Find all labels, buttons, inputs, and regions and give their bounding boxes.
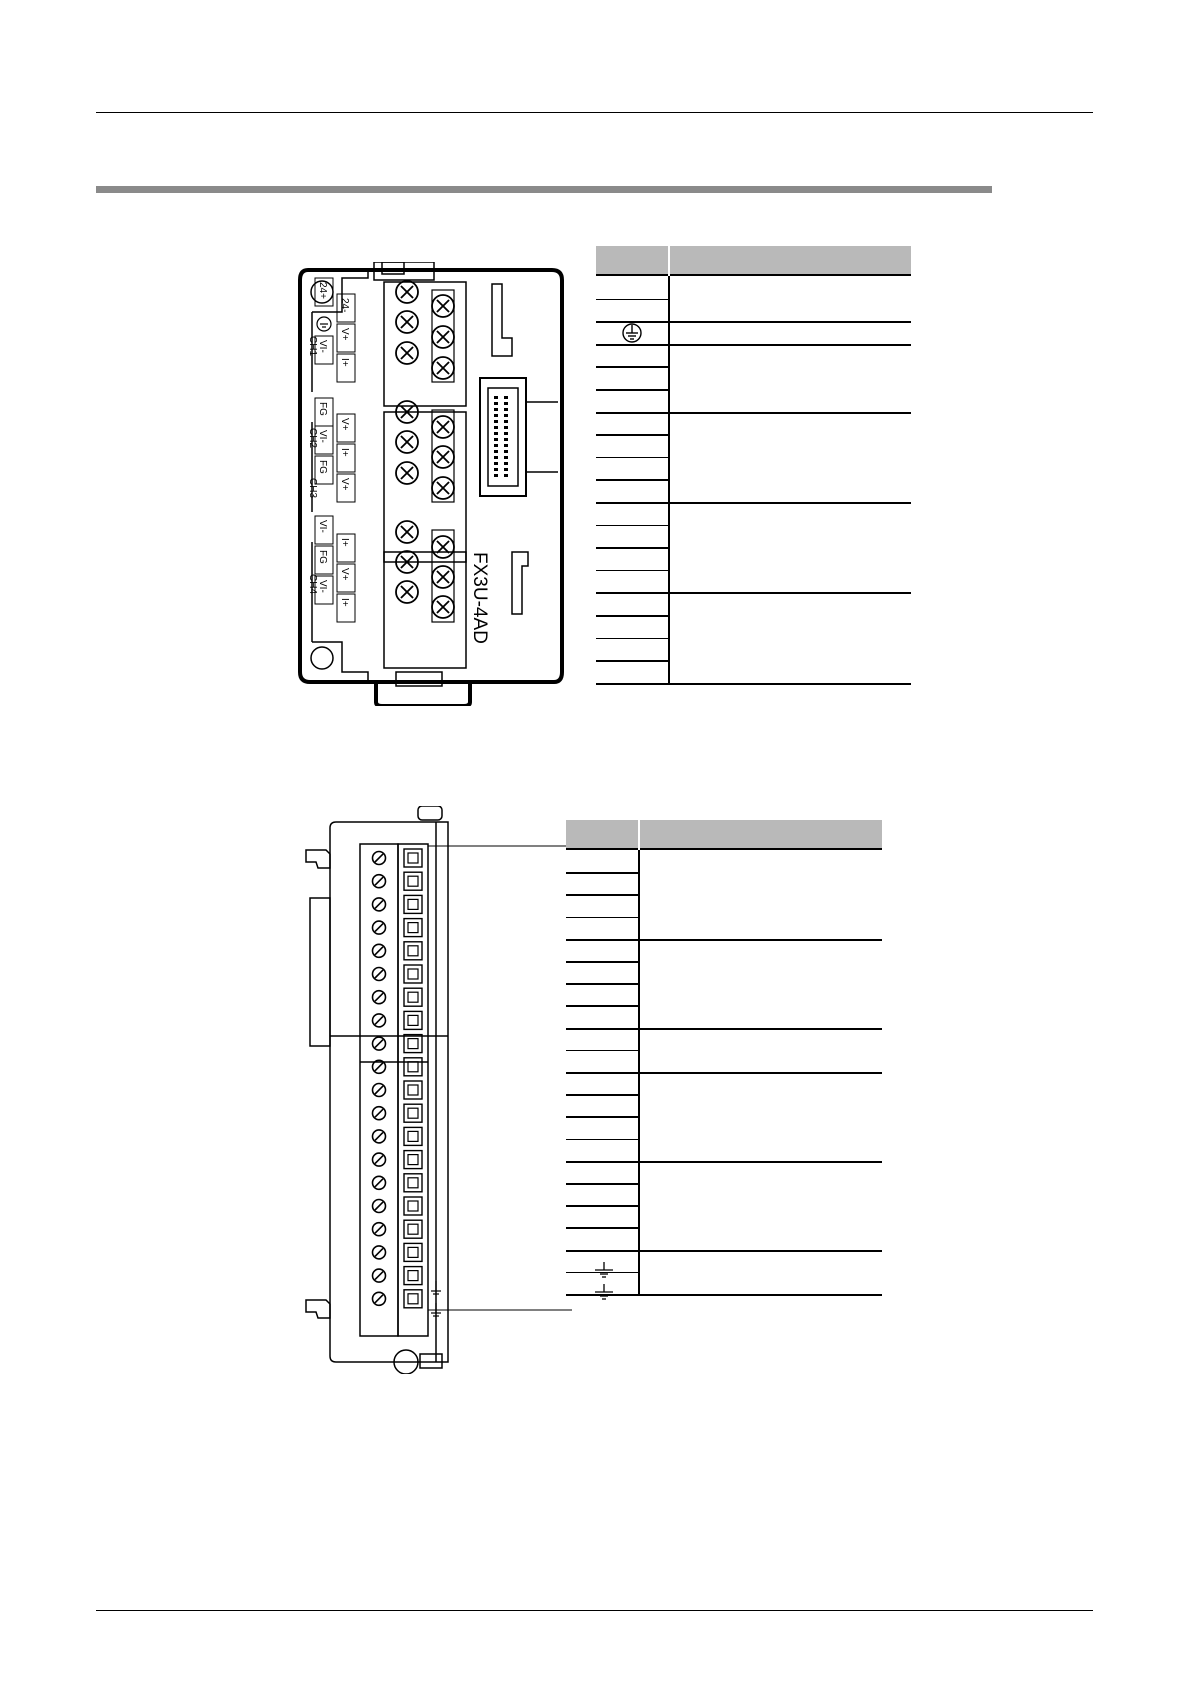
connector-pin bbox=[504, 468, 508, 471]
connector-pin bbox=[494, 426, 498, 429]
ground-icon bbox=[620, 322, 644, 344]
table-row-line bbox=[566, 1205, 638, 1207]
screw-terminal-icon bbox=[432, 357, 454, 379]
screw-terminal-icon bbox=[396, 311, 418, 333]
fx3u-4ad-terminal-drawing bbox=[296, 262, 566, 706]
screw-terminal-icon bbox=[396, 342, 418, 364]
table-row-line bbox=[566, 1227, 638, 1229]
terminal-label: VI- bbox=[317, 430, 328, 443]
terminal-label: I+ bbox=[339, 598, 350, 607]
terminal-socket bbox=[404, 1104, 422, 1122]
table-row-line bbox=[596, 592, 911, 594]
terminal-label: V+ bbox=[339, 328, 350, 341]
terminal-socket bbox=[404, 1220, 422, 1238]
screw-terminal-icon bbox=[396, 521, 418, 543]
connector-pin bbox=[494, 396, 498, 399]
connector-pin bbox=[504, 474, 508, 477]
terminal-socket bbox=[404, 1151, 422, 1169]
table-row-line bbox=[596, 683, 911, 685]
screw-terminal-icon bbox=[373, 852, 386, 865]
table-row-line bbox=[596, 502, 911, 504]
channel-label: CH2 bbox=[307, 428, 318, 449]
table-row-line bbox=[596, 344, 911, 346]
table-row-line bbox=[566, 1116, 638, 1118]
table-row-line bbox=[566, 961, 638, 963]
terminal-block-drawing-b bbox=[296, 806, 572, 1374]
screw-terminal-icon bbox=[373, 968, 386, 981]
screw-terminal-icon bbox=[432, 566, 454, 588]
screw-terminal-icon bbox=[396, 431, 418, 453]
table-row-line bbox=[596, 479, 668, 481]
table-row-line bbox=[566, 1050, 638, 1052]
terminal-socket bbox=[404, 849, 422, 867]
connector-pin bbox=[504, 414, 508, 417]
table-row-line bbox=[566, 917, 638, 919]
model-label: FX3U-4AD bbox=[469, 552, 490, 644]
terminal-label: FG bbox=[317, 402, 328, 416]
table-a-header-col2 bbox=[670, 246, 911, 276]
terminal-label: FG bbox=[317, 550, 328, 564]
connector-pin bbox=[494, 474, 498, 477]
screw-terminal-icon bbox=[432, 536, 454, 558]
ground-icon bbox=[317, 317, 331, 331]
terminal-socket bbox=[404, 1243, 422, 1261]
table-row-line bbox=[596, 547, 668, 549]
table-row-line bbox=[566, 894, 638, 896]
channel-label: CH4 bbox=[307, 574, 318, 595]
screw-terminal-icon bbox=[373, 1176, 386, 1189]
connector-pin bbox=[494, 450, 498, 453]
section-rule bbox=[96, 186, 992, 193]
screw-terminal-icon bbox=[373, 1037, 386, 1050]
table-row-line bbox=[596, 434, 668, 436]
channel-label: CH3 bbox=[307, 478, 318, 499]
table-row-line bbox=[596, 660, 668, 662]
screw-terminal-icon bbox=[373, 921, 386, 934]
footer-rule bbox=[96, 1610, 1093, 1611]
connector-pin bbox=[494, 402, 498, 405]
connector-pin bbox=[494, 408, 498, 411]
screw-terminal-icon bbox=[373, 1153, 386, 1166]
screw-terminal-icon bbox=[373, 898, 386, 911]
terminal-socket bbox=[404, 1290, 422, 1308]
table-row-line bbox=[596, 389, 668, 391]
screw-terminal-icon bbox=[373, 944, 386, 957]
table-row-line bbox=[566, 1183, 638, 1185]
terminal-label: I+ bbox=[339, 358, 350, 367]
connector-pin bbox=[504, 426, 508, 429]
table-row-line bbox=[566, 983, 638, 985]
table-row-line bbox=[596, 366, 668, 368]
connector-pin bbox=[504, 438, 508, 441]
table-row-line bbox=[596, 638, 668, 640]
screw-terminal-icon bbox=[432, 416, 454, 438]
terminal-label: VI- bbox=[317, 340, 328, 353]
terminal-label: I+ bbox=[339, 448, 350, 457]
screw-terminal-icon bbox=[432, 326, 454, 348]
terminal-socket bbox=[404, 1267, 422, 1285]
terminal-socket bbox=[404, 1127, 422, 1145]
table-row-line bbox=[566, 1094, 638, 1096]
table-row-line bbox=[566, 1161, 882, 1163]
table-b-header-col2 bbox=[640, 820, 882, 850]
table-row-line bbox=[566, 1028, 882, 1030]
connector-pin bbox=[504, 420, 508, 423]
terminal-socket bbox=[404, 872, 422, 890]
terminal-socket bbox=[404, 919, 422, 937]
terminal-socket bbox=[404, 965, 422, 983]
connector-pin bbox=[494, 420, 498, 423]
screw-terminal-icon bbox=[373, 875, 386, 888]
screw-terminal-icon bbox=[396, 281, 418, 303]
connector-pin bbox=[494, 444, 498, 447]
terminal-table-a bbox=[596, 246, 911, 686]
screw-terminal-icon bbox=[373, 1223, 386, 1236]
table-b-header-col1 bbox=[566, 820, 638, 850]
terminal-label: FG bbox=[317, 460, 328, 474]
table-row-line bbox=[596, 457, 668, 459]
connector-pin bbox=[504, 432, 508, 435]
terminal-socket bbox=[404, 1081, 422, 1099]
channel-label: CH1 bbox=[307, 336, 318, 357]
screw-terminal-icon bbox=[432, 295, 454, 317]
screw-terminal-icon bbox=[373, 1014, 386, 1027]
terminal-label: V+ bbox=[339, 418, 350, 431]
table-a-header-col1 bbox=[596, 246, 668, 276]
table-row-line bbox=[596, 615, 668, 617]
table-column-line bbox=[638, 850, 640, 1294]
connector-pin bbox=[494, 468, 498, 471]
connector-pin bbox=[504, 450, 508, 453]
terminal-label: VI- bbox=[317, 520, 328, 533]
screw-terminal-icon bbox=[373, 1107, 386, 1120]
terminal-table-b bbox=[566, 820, 882, 1320]
screw-terminal-icon bbox=[373, 1246, 386, 1259]
connector-pin bbox=[494, 432, 498, 435]
terminal-label: I+ bbox=[339, 538, 350, 547]
table-row-line bbox=[596, 570, 668, 572]
terminal-socket bbox=[404, 1197, 422, 1215]
connector-pin bbox=[494, 462, 498, 465]
screw-terminal-icon bbox=[396, 462, 418, 484]
terminal-label: 24- bbox=[339, 298, 350, 313]
table-row-line bbox=[596, 412, 911, 414]
terminal-socket bbox=[404, 1035, 422, 1053]
screw-terminal-icon bbox=[373, 991, 386, 1004]
connector-pin bbox=[504, 462, 508, 465]
terminal-socket bbox=[404, 1011, 422, 1029]
terminal-socket bbox=[404, 1174, 422, 1192]
table-row-line bbox=[596, 299, 668, 301]
connector-pin bbox=[494, 456, 498, 459]
connector-pin bbox=[494, 414, 498, 417]
connector-pin bbox=[504, 444, 508, 447]
terminal-socket bbox=[404, 895, 422, 913]
table-row-line bbox=[566, 872, 638, 874]
screw-terminal-icon bbox=[432, 596, 454, 618]
terminal-label: VI- bbox=[317, 580, 328, 593]
screw-terminal-icon bbox=[432, 477, 454, 499]
connector-pin bbox=[494, 438, 498, 441]
connector-pin bbox=[504, 456, 508, 459]
table-row-line bbox=[596, 525, 668, 527]
terminal-label: 24+ bbox=[317, 282, 328, 299]
screw-terminal-icon bbox=[396, 581, 418, 603]
ground-icon bbox=[592, 1282, 616, 1302]
screw-terminal-icon bbox=[373, 1130, 386, 1143]
screw-terminal-icon bbox=[373, 1292, 386, 1305]
ground-icon bbox=[592, 1260, 616, 1280]
table-row-line bbox=[566, 1072, 882, 1074]
table-row-line bbox=[566, 939, 882, 941]
screw-terminal-icon bbox=[373, 1200, 386, 1213]
terminal-label: V+ bbox=[339, 568, 350, 581]
terminal-socket bbox=[404, 942, 422, 960]
terminal-socket bbox=[404, 1058, 422, 1076]
screw-terminal-icon bbox=[373, 1084, 386, 1097]
table-row-line bbox=[566, 1005, 638, 1007]
mount-hole-bottom bbox=[311, 647, 333, 669]
header-rule bbox=[96, 112, 1093, 113]
connector-pin bbox=[504, 402, 508, 405]
screw-terminal-icon bbox=[432, 446, 454, 468]
connector-pin bbox=[504, 408, 508, 411]
connector-pin bbox=[504, 396, 508, 399]
terminal-socket bbox=[404, 988, 422, 1006]
table-row-line bbox=[566, 1250, 882, 1252]
table-row-line bbox=[566, 1139, 638, 1141]
table-column-line bbox=[668, 276, 670, 683]
screw-terminal-icon bbox=[373, 1269, 386, 1282]
terminal-label: V+ bbox=[339, 478, 350, 491]
